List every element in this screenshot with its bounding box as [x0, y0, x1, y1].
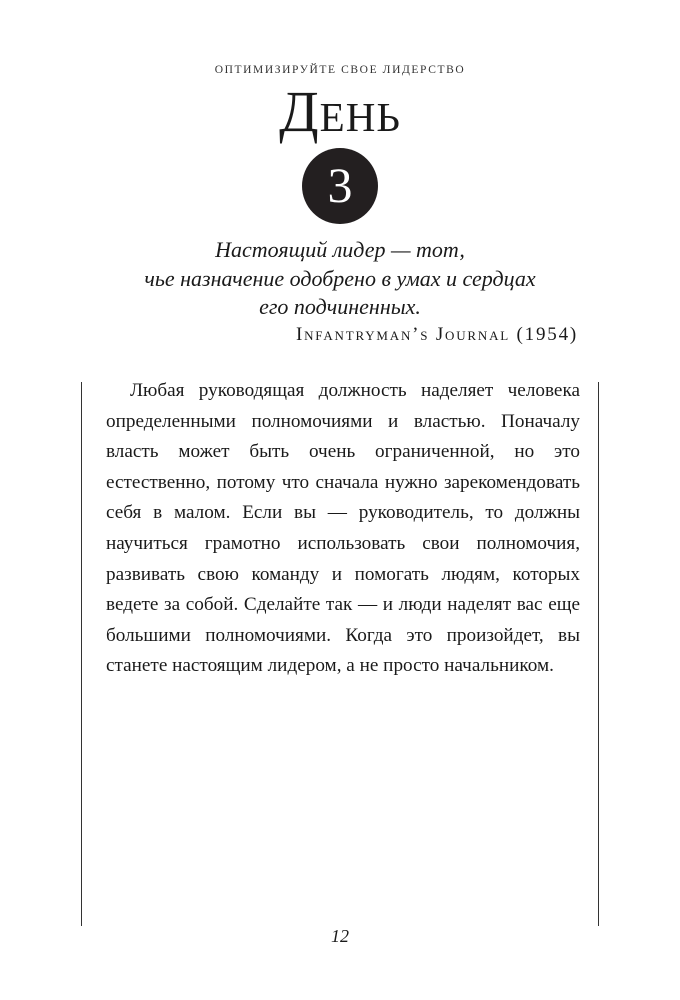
epigraph-line: Настоящий лидер — тот, [215, 237, 465, 262]
body-paragraph: Любая руководящая должность наделяет человека определенными полномочиями и властью. Поначалу власть может быть очень ограниченной, но это естественно, потому что сначала нужно зарекомендовать себя в малом. Если вы — руководитель, то должны научиться грамотно использовать свои полномочия, развивать свою команду и помогать людям, которых ведете за собой. Сделайте так — и люди наделят вас еще большими полномочиями. Когда это произойдет, вы станете настоящим лидером, а не просто начальником. [106, 380, 580, 677]
running-head: ОПТИМИЗИРУЙТЕ СВОЕ ЛИДЕРСТВО [214, 64, 466, 76]
epigraph-line: чье назначение одобрено в умах и сердцах [144, 265, 536, 291]
epigraph-line: его подчиненных. [259, 294, 421, 319]
page-number: 12 [331, 926, 349, 946]
epigraph-quote [60, 236, 620, 322]
right-vertical-rule [598, 382, 599, 926]
day-title: День [279, 79, 401, 144]
day-number-badge [302, 148, 378, 224]
day-number: 3 [327, 157, 353, 213]
epigraph-attribution: Infantryman’s Journal (1954) [295, 324, 578, 345]
left-vertical-rule [81, 382, 82, 926]
